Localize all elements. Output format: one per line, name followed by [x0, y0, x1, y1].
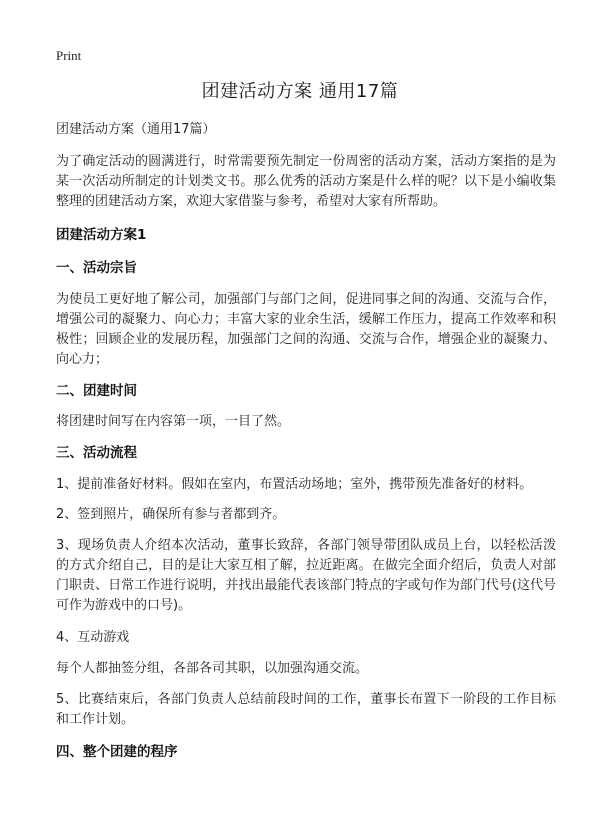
- process-step-5: 5、比赛结束后，各部门负责人总结前段时间的工作，董事长布置下一阶段的工作目标和工作计划。: [56, 692, 556, 727]
- print-link[interactable]: Print: [56, 48, 82, 63]
- document-subtitle: 团建活动方案（通用17篇）: [56, 122, 216, 137]
- page-title: 团建活动方案 通用17篇: [201, 81, 399, 102]
- document-body: [56, 120, 556, 775]
- process-step-1: 1、提前准备好材料。假如在室内，布置活动场地；室外，携带预先准备好的材料。: [56, 477, 533, 492]
- section-purpose-text: 为使员工更好地了解公司，加强部门与部门之间，促进同事之间的沟通、交流与合作，增强公司的凝聚力、向心力；丰富大家的业余生活，缓解工作压力，提高工作效率和积极性；回顾企业的发展历程，加强部门之间的沟通、交流与合作，增强企业的凝聚力、向心力；: [56, 292, 556, 367]
- section-time-heading: 二、团建时间: [56, 383, 137, 399]
- section-time-text: 将团建时间写在内容第一项，一目了然。: [56, 414, 291, 429]
- section-program-heading: 四、整个团建的程序: [56, 744, 178, 760]
- process-step-4-detail: 每个人都抽签分组，各部各司其职，以加强沟通交流。: [56, 661, 369, 676]
- section-purpose-heading: 一、活动宗旨: [56, 260, 137, 276]
- process-step-2: 2、签到照片，确保所有参与者都到齐。: [56, 507, 286, 522]
- process-step-4: 4、互动游戏: [56, 630, 130, 645]
- section-process-heading: 三、活动流程: [56, 445, 137, 461]
- plan-1-heading: 团建活动方案1: [56, 227, 147, 243]
- process-step-3: 3、现场负责人介绍本次活动，董事长致辞，各部门领导带团队成员上台，以轻松活泼的方式介绍自己，目的是让大家互相了解，拉近距离。在做完全面介绍后，负责人对部门职责、日常工作进行说明，并找出最能代表该部门特点的字或句作为部门代号(这代号可作为游戏中的口号)。: [56, 538, 556, 613]
- intro-paragraph: 为了确定活动的圆满进行，时常需要预先制定一份周密的活动方案，活动方案指的是为某一次活动所制定的计划类文书。那么优秀的活动方案是什么样的呢？以下是小编收集整理的团建活动方案，欢迎大家借鉴与参考，希望对大家有所帮助。: [56, 154, 556, 209]
